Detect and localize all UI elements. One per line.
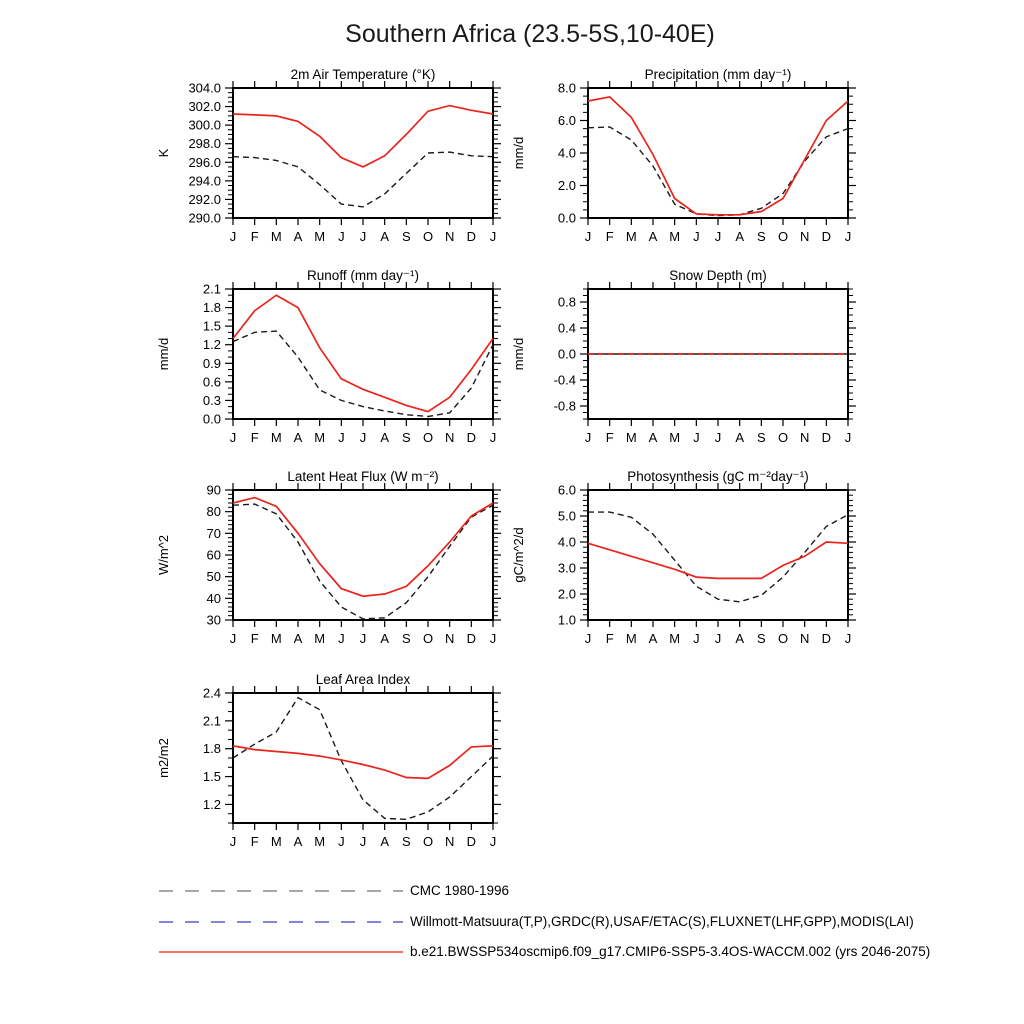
- svg-text:J: J: [693, 430, 700, 445]
- svg-text:N: N: [799, 229, 810, 244]
- svg-text:4.0: 4.0: [557, 534, 576, 550]
- svg-text:-0.4: -0.4: [553, 372, 576, 388]
- legend-label: b.e21.BWSSP534oscmip6.f09_g17.CMIP6-SSP5-3.4OS-WACCM.002 (yrs 2046-2075): [410, 944, 931, 959]
- svg-text:A: A: [735, 229, 745, 244]
- svg-text:J: J: [714, 631, 722, 646]
- svg-text:0.0: 0.0: [557, 210, 576, 226]
- svg-text:F: F: [250, 229, 259, 244]
- y-axis-label: mm/d: [156, 337, 171, 371]
- svg-text:D: D: [466, 631, 477, 646]
- svg-text:D: D: [466, 834, 477, 849]
- svg-text:292.0: 292.0: [188, 191, 221, 207]
- svg-text:M: M: [314, 631, 326, 646]
- svg-text:40: 40: [206, 590, 221, 606]
- svg-text:2.4: 2.4: [202, 685, 221, 701]
- svg-text:J: J: [489, 631, 497, 646]
- svg-text:F: F: [250, 430, 259, 445]
- svg-text:O: O: [422, 834, 434, 849]
- chart-latent-heat-flux: [148, 460, 514, 658]
- svg-text:A: A: [735, 430, 745, 445]
- svg-text:J: J: [229, 430, 237, 445]
- chart-title: Photosynthesis (gC m⁻²day⁻¹): [627, 469, 809, 484]
- svg-text:J: J: [584, 631, 592, 646]
- chart-title: Leaf Area Index: [315, 672, 411, 687]
- chart-snow-depth: [503, 259, 869, 457]
- svg-text:0.6: 0.6: [202, 374, 221, 390]
- svg-text:S: S: [401, 430, 411, 445]
- svg-text:F: F: [250, 631, 259, 646]
- svg-text:A: A: [293, 631, 303, 646]
- svg-text:J: J: [229, 834, 237, 849]
- svg-text:1.0: 1.0: [557, 612, 576, 628]
- svg-text:M: M: [314, 430, 326, 445]
- svg-text:O: O: [422, 229, 434, 244]
- chart-title: Snow Depth (m): [669, 268, 767, 283]
- svg-text:J: J: [229, 631, 237, 646]
- figure-title: Southern Africa (23.5-5S,10-40E): [345, 20, 715, 48]
- series-line: [233, 746, 493, 779]
- svg-text:J: J: [584, 430, 592, 445]
- svg-text:J: J: [844, 229, 852, 244]
- svg-text:J: J: [338, 631, 345, 646]
- chart-title: Precipitation (mm day⁻¹): [644, 67, 792, 82]
- svg-text:J: J: [338, 229, 345, 244]
- svg-text:S: S: [401, 631, 411, 646]
- svg-text:J: J: [359, 631, 367, 646]
- svg-text:1.5: 1.5: [202, 769, 221, 785]
- svg-text:J: J: [338, 834, 345, 849]
- svg-text:A: A: [380, 430, 390, 445]
- svg-text:1.2: 1.2: [202, 796, 221, 812]
- svg-text:O: O: [422, 430, 434, 445]
- svg-text:A: A: [648, 430, 658, 445]
- svg-text:S: S: [756, 430, 766, 445]
- svg-text:0.0: 0.0: [557, 346, 576, 362]
- svg-text:A: A: [380, 229, 390, 244]
- svg-text:2.1: 2.1: [202, 713, 221, 729]
- svg-text:30: 30: [206, 612, 221, 628]
- chart-runoff: [148, 259, 514, 457]
- svg-text:F: F: [605, 631, 614, 646]
- svg-text:A: A: [293, 229, 303, 244]
- series-line: [233, 106, 493, 167]
- svg-text:J: J: [844, 631, 852, 646]
- series-line: [588, 542, 848, 578]
- legend-dashed-line-icon: [159, 912, 403, 932]
- svg-text:90: 90: [206, 482, 221, 498]
- svg-text:6.0: 6.0: [557, 482, 576, 498]
- svg-text:0.9: 0.9: [202, 355, 221, 371]
- svg-text:80: 80: [206, 504, 221, 520]
- chart-title: Runoff (mm day⁻¹): [307, 268, 419, 283]
- svg-text:2.0: 2.0: [557, 586, 576, 602]
- svg-text:M: M: [669, 631, 681, 646]
- legend-solid-line-icon: [159, 942, 403, 962]
- series-line: [233, 331, 493, 416]
- y-axis-label: K: [156, 148, 171, 158]
- svg-text:J: J: [489, 430, 497, 445]
- svg-text:D: D: [821, 631, 832, 646]
- series-line: [588, 97, 848, 215]
- svg-text:A: A: [293, 834, 303, 849]
- svg-text:N: N: [799, 631, 810, 646]
- svg-text:N: N: [444, 430, 455, 445]
- svg-text:J: J: [489, 229, 497, 244]
- svg-text:J: J: [359, 229, 367, 244]
- svg-text:294.0: 294.0: [188, 173, 221, 189]
- svg-text:304.0: 304.0: [188, 80, 221, 96]
- svg-text:D: D: [821, 430, 832, 445]
- svg-text:M: M: [270, 430, 282, 445]
- svg-text:M: M: [314, 834, 326, 849]
- svg-text:M: M: [625, 430, 637, 445]
- svg-text:J: J: [844, 430, 852, 445]
- svg-text:60: 60: [206, 547, 221, 563]
- svg-text:O: O: [422, 631, 434, 646]
- svg-text:D: D: [821, 229, 832, 244]
- y-axis-label: m2/m2: [156, 738, 171, 778]
- svg-text:J: J: [489, 834, 497, 849]
- svg-text:D: D: [466, 229, 477, 244]
- svg-text:S: S: [401, 834, 411, 849]
- chart-leaf-area-index: [148, 663, 514, 861]
- svg-text:3.0: 3.0: [557, 560, 576, 576]
- chart-precipitation: [503, 58, 869, 256]
- svg-text:0.4: 0.4: [557, 320, 576, 336]
- svg-text:J: J: [338, 430, 345, 445]
- svg-text:D: D: [466, 430, 477, 445]
- svg-text:5.0: 5.0: [557, 508, 576, 524]
- svg-text:M: M: [669, 229, 681, 244]
- svg-text:1.8: 1.8: [202, 300, 221, 316]
- chart-title: 2m Air Temperature (°K): [290, 67, 436, 82]
- y-axis-label: W/m^2: [156, 534, 171, 576]
- svg-text:M: M: [270, 229, 282, 244]
- svg-text:J: J: [714, 229, 722, 244]
- svg-text:2.0: 2.0: [557, 178, 576, 193]
- svg-text:J: J: [359, 430, 367, 445]
- svg-text:290.0: 290.0: [188, 210, 221, 226]
- svg-text:F: F: [250, 834, 259, 849]
- y-axis-label: gC/m^2/d: [511, 527, 526, 583]
- series-line: [233, 698, 493, 820]
- svg-text:1.8: 1.8: [202, 741, 221, 757]
- svg-text:2.1: 2.1: [202, 281, 221, 297]
- y-axis-label: mm/d: [511, 136, 526, 170]
- svg-text:N: N: [444, 229, 455, 244]
- svg-text:-0.8: -0.8: [553, 398, 576, 414]
- svg-text:300.0: 300.0: [188, 117, 221, 133]
- svg-text:S: S: [401, 229, 411, 244]
- svg-text:N: N: [799, 430, 810, 445]
- series-line: [588, 512, 848, 602]
- svg-text:0.0: 0.0: [202, 411, 221, 427]
- svg-text:J: J: [693, 631, 700, 646]
- series-line: [233, 504, 493, 619]
- svg-text:0.3: 0.3: [202, 392, 221, 408]
- svg-text:A: A: [293, 430, 303, 445]
- svg-text:50: 50: [206, 569, 221, 585]
- svg-text:1.2: 1.2: [202, 337, 221, 353]
- svg-text:A: A: [380, 631, 390, 646]
- svg-text:A: A: [648, 631, 658, 646]
- series-line: [588, 127, 848, 216]
- svg-text:N: N: [444, 631, 455, 646]
- series-line: [233, 152, 493, 207]
- series-line: [233, 295, 493, 411]
- svg-text:F: F: [605, 430, 614, 445]
- svg-text:1.5: 1.5: [202, 318, 221, 334]
- svg-text:A: A: [735, 631, 745, 646]
- svg-text:J: J: [693, 229, 700, 244]
- svg-text:F: F: [605, 229, 614, 244]
- svg-text:0.8: 0.8: [557, 294, 576, 310]
- svg-text:J: J: [714, 430, 722, 445]
- svg-text:S: S: [756, 229, 766, 244]
- svg-text:8.0: 8.0: [557, 80, 576, 96]
- chart-title: Latent Heat Flux (W m⁻²): [287, 469, 439, 484]
- svg-text:296.0: 296.0: [188, 154, 221, 170]
- svg-text:4.0: 4.0: [557, 145, 576, 161]
- legend-dashed-line-icon: [159, 881, 403, 901]
- svg-text:M: M: [625, 229, 637, 244]
- legend-label: Willmott-Matsuura(T,P),GRDC(R),USAF/ETAC(S),FLUXNET(LHF,GPP),MODIS(LAI): [410, 914, 914, 929]
- svg-text:M: M: [669, 430, 681, 445]
- svg-text:M: M: [270, 631, 282, 646]
- legend-label: CMC 1980-1996: [410, 883, 510, 898]
- svg-text:302.0: 302.0: [188, 99, 221, 115]
- svg-text:N: N: [444, 834, 455, 849]
- svg-text:O: O: [777, 631, 789, 646]
- y-axis-label: mm/d: [511, 337, 526, 371]
- svg-text:298.0: 298.0: [188, 136, 221, 152]
- chart-temperature: [148, 58, 514, 256]
- svg-text:O: O: [777, 430, 789, 445]
- chart-photosynthesis: [503, 460, 869, 658]
- svg-text:S: S: [756, 631, 766, 646]
- svg-text:J: J: [359, 834, 367, 849]
- svg-text:J: J: [229, 229, 237, 244]
- svg-text:A: A: [380, 834, 390, 849]
- svg-text:70: 70: [206, 525, 221, 541]
- svg-text:6.0: 6.0: [557, 113, 576, 128]
- svg-text:M: M: [625, 631, 637, 646]
- svg-text:A: A: [648, 229, 658, 244]
- svg-text:M: M: [270, 834, 282, 849]
- svg-text:M: M: [314, 229, 326, 244]
- svg-text:J: J: [584, 229, 592, 244]
- svg-text:O: O: [777, 229, 789, 244]
